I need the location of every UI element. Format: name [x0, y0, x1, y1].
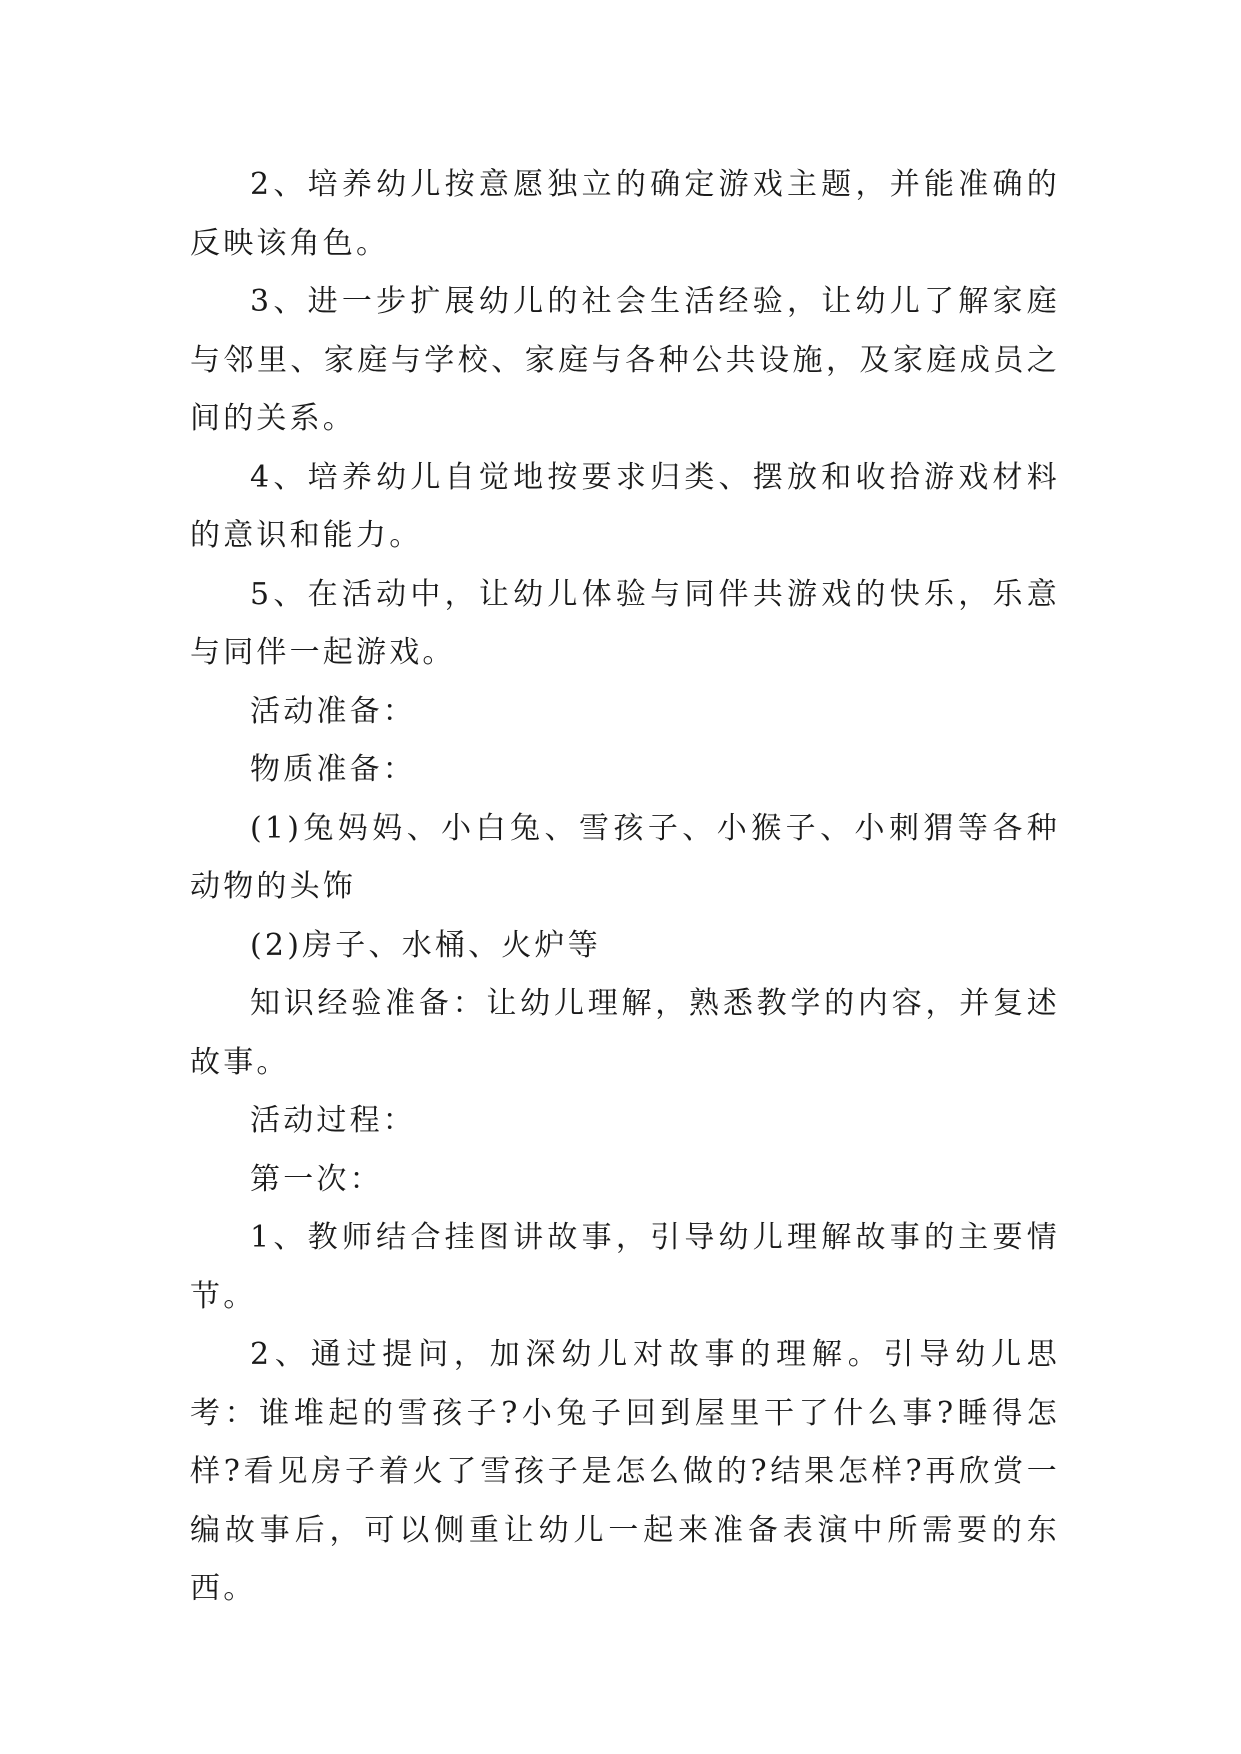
paragraph-goal-2: 2、培养幼儿按意愿独立的确定游戏主题，并能准确的反映该角色。: [190, 167, 1060, 261]
heading-material-preparation: 物质准备：: [250, 752, 416, 787]
paragraph-goal-3: 3、进一步扩展幼儿的社会生活经验，让幼儿了解家庭与邻里、家庭与学校、家庭与各种公共设施，及家庭成员之间的关系。: [190, 284, 1060, 436]
heading-first-session: 第一次：: [250, 1161, 383, 1197]
document-body: [190, 156, 1060, 1619]
paragraph-goal-4: 4、培养幼儿自觉地按要求归类、摆放和收拾游戏材料的意识和能力。: [190, 459, 1060, 553]
heading-activity-process: 活动过程：: [250, 1103, 416, 1138]
paragraph-step-1: 1、教师结合挂图讲故事，引导幼儿理解故事的主要情节。: [190, 1220, 1060, 1314]
paragraph-material-2: (2)房子、水桶、火炉等: [250, 927, 601, 963]
heading-activity-preparation: 活动准备：: [250, 693, 416, 729]
paragraph-goal-5: 5、在活动中，让幼儿体验与同伴共游戏的快乐，乐意与同伴一起游戏。: [190, 576, 1060, 670]
paragraph-material-1: (1)兔妈妈、小白兔、雪孩子、小猴子、小刺猬等各种动物的头饰: [190, 810, 1060, 904]
paragraph-step-2: 2、通过提问，加深幼儿对故事的理解。引导幼儿思考：谁堆起的雪孩子?小兔子回到屋里干了什么事?睡得怎样?看见房子着火了雪孩子是怎么做的?结果怎样?再欣赏一编故事后，可以侧重让幼儿一起来准备表演中所需要的东西。: [190, 1337, 1060, 1606]
paragraph-knowledge-preparation: 知识经验准备：让幼儿理解，熟悉教学的内容，并复述故事。: [190, 986, 1060, 1080]
